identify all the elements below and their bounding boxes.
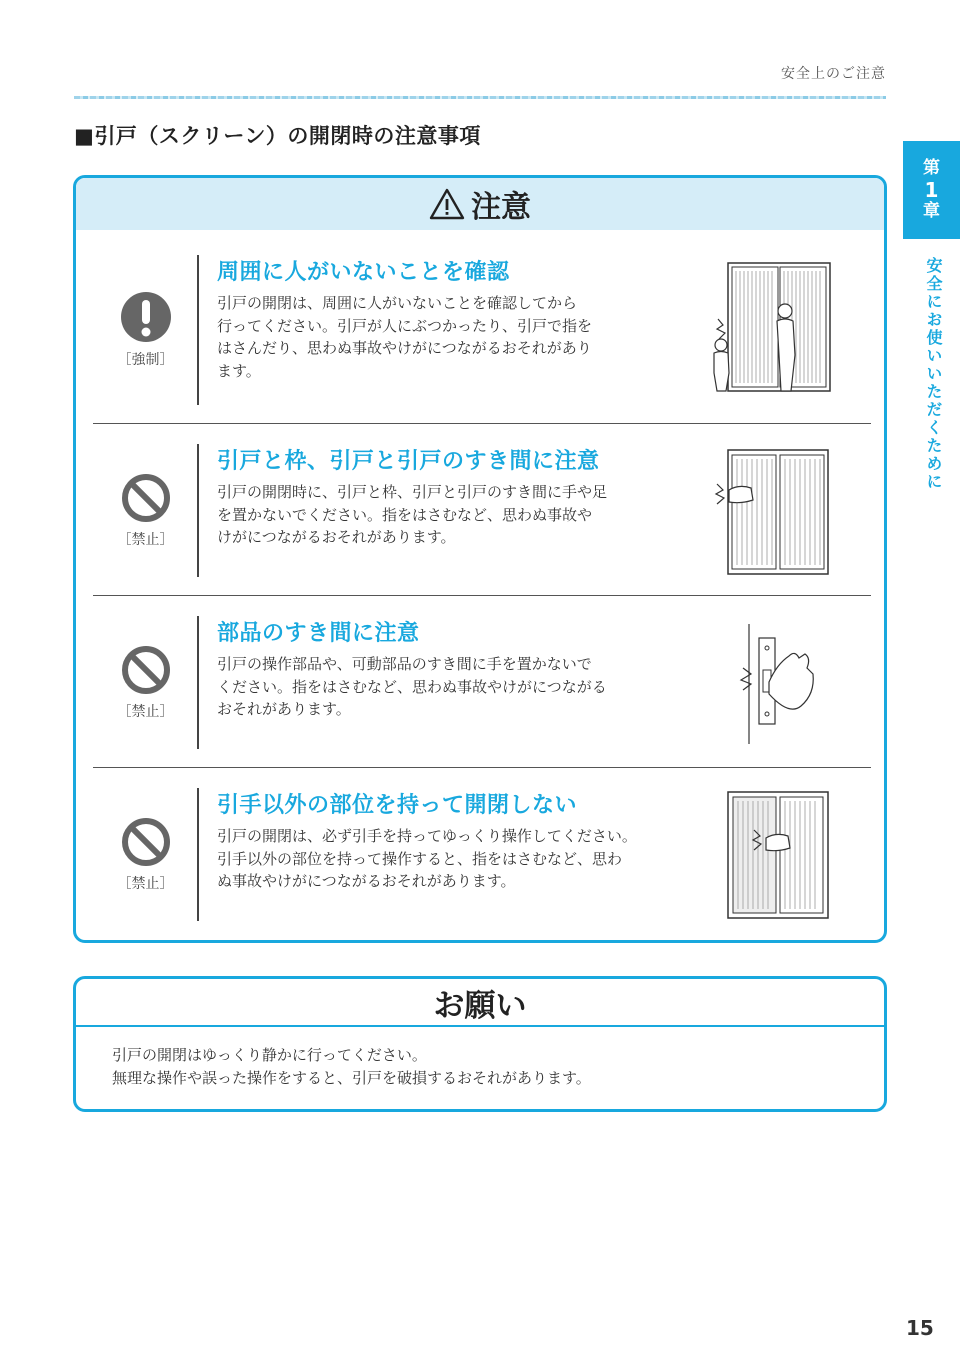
chapter-char-bottom: 章 <box>923 200 940 221</box>
item-separator <box>93 595 871 596</box>
item-text-line: 引戸の開閉は、必ず引手を持ってゆっくり操作してください。 <box>217 827 637 845</box>
symbol-label: ［禁止］ <box>117 531 174 548</box>
request-text-line: 無理な操作や誤った操作をすると、引戸を破損するおそれがあります。 <box>112 1069 591 1087</box>
item-text <box>217 481 677 549</box>
item-text-line: ください。指をはさむなど、思わぬ事故やけがにつながる <box>217 677 607 696</box>
sliding-door-person-illustration <box>701 261 851 396</box>
header-rule <box>74 96 886 99</box>
item-text-line: おそれがあります。 <box>217 700 351 718</box>
page-number: 15 <box>906 1316 934 1340</box>
request-text-line: 引戸の開閉はゆっくり静かに行ってください。 <box>112 1046 427 1064</box>
request-box <box>73 976 887 1112</box>
symbol-label: ［禁止］ <box>117 703 174 720</box>
item-text-line: ます。 <box>217 361 261 380</box>
item-text-line: ぬ事故やけがにつながるおそれがあります。 <box>217 872 516 890</box>
chapter-title: 安全にお使いいただくために <box>924 257 943 491</box>
section-title: ■引戸（スクリーン）の開閉時の注意事項 <box>74 124 481 148</box>
prohibited-icon <box>121 473 171 523</box>
request-header <box>76 979 884 1027</box>
item-title: 引戸と枠、引戸と引戸のすき間に注意 <box>217 449 600 474</box>
divider <box>197 255 199 405</box>
chapter-tab <box>903 141 960 239</box>
door-handle-misuse-illustration <box>726 790 832 920</box>
request-text <box>76 1027 884 1090</box>
warning-triangle-icon <box>429 188 465 220</box>
divider <box>197 444 199 577</box>
item-title: 周囲に人がいないことを確認 <box>217 260 510 285</box>
item-text-line: を置かないでください。指をはさむなど、思わぬ事故や <box>217 505 593 524</box>
item-text <box>217 292 677 382</box>
caution-item-1 <box>93 255 871 405</box>
item-separator <box>93 767 871 768</box>
symbol-label: ［強制］ <box>117 352 174 368</box>
hardware-gap-hand-illustration <box>729 624 829 744</box>
item-separator <box>93 423 871 424</box>
item-title: 部品のすき間に注意 <box>217 621 420 646</box>
item-title: 引手以外の部位を持って開閉しない <box>217 793 578 818</box>
request-title: お願い <box>433 987 527 1024</box>
item-text-line: 引戸の開閉時に、引戸と枠、引戸と引戸のすき間に手や足 <box>217 483 608 501</box>
divider <box>197 788 199 921</box>
chapter-number: 1 <box>924 177 939 202</box>
caution-item-2 <box>93 444 871 577</box>
item-text-line: けがにつながるおそれがあります。 <box>217 528 456 546</box>
divider <box>197 616 199 749</box>
header-section-label: 安全上のご注意 <box>781 66 886 82</box>
prohibited-icon <box>121 817 171 867</box>
door-gap-hand-illustration <box>711 448 831 576</box>
mandatory-exclamation-icon <box>120 291 172 343</box>
item-text-line: 引戸の開閉は、周囲に人がいないことを確認してから <box>217 294 578 312</box>
item-text-line: 引手以外の部位を持って操作すると、指をはさむなど、思わ <box>217 849 623 868</box>
caution-header <box>76 178 884 230</box>
chapter-char-top: 第 <box>923 157 940 178</box>
caution-item-3 <box>93 616 871 749</box>
item-text-line: 引戸の操作部品や、可動部品のすき間に手を置かないで <box>217 655 592 673</box>
caution-box <box>73 175 887 943</box>
symbol-label: ［禁止］ <box>117 875 174 892</box>
item-text <box>217 825 677 893</box>
prohibited-icon <box>121 645 171 695</box>
caution-item-4 <box>93 788 871 921</box>
item-text-line: はさんだり、思わぬ事故やけがにつながるおそれがあり <box>217 339 592 357</box>
caution-title: 注意 <box>471 190 531 225</box>
item-text <box>217 653 677 721</box>
item-text-line: 行ってください。引戸が人にぶつかったり、引戸で指を <box>217 316 593 335</box>
